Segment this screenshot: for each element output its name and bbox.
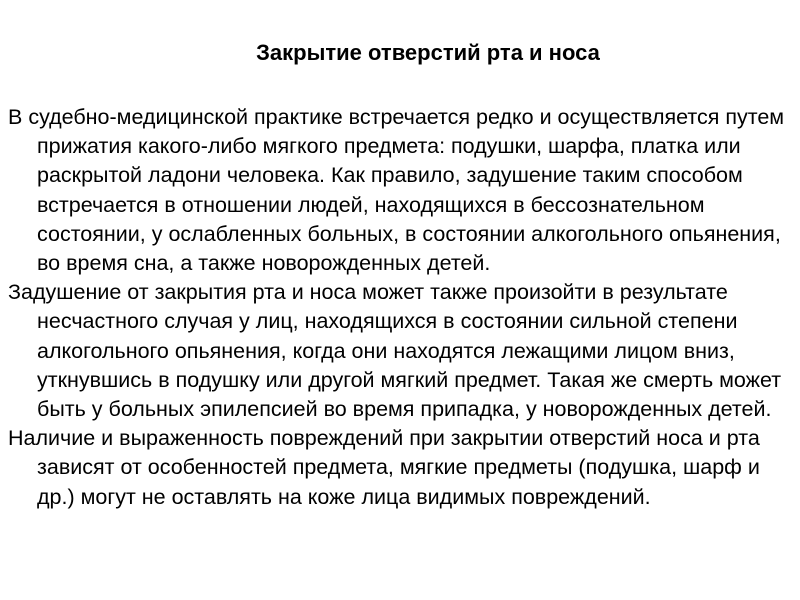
paragraph-2: Задушение от закрытия рта и носа может также произойти в результате несчастного случая у лиц, находящихся в состоянии сильной степени алкогольного опьянения, когда они находятся лежащими лицом вниз, уткнувшись в подушку или другой мягкий предмет. Такая же смерть может быть у больных эпилепсией во время припадка, у новорожденных детей.	[8, 280, 782, 422]
paragraph-1: В судебно-медицинской практике встречается редко и осуществляется путем прижатия какого-либо мягкого предмета: подушки, шарфа, платка или раскрытой ладони человека. Как правило, задушение таким способом встречается в отношении людей, находящихся в бессознательном состоянии, у ослабленных больных, в состоянии алкогольного опьянения, во время сна, а также новорожденных детей.	[8, 105, 785, 276]
slide-title: Закрытие отверстий рта и носа	[256, 40, 600, 65]
paragraph-3: Наличие и выраженность повреждений при закрытии отверстий носа и рта зависят от особенностей предмета, мягкие предметы (подушка, шарф и др.) могут не оставлять на коже лица видимых повреждений.	[8, 426, 760, 509]
slide-body	[8, 103, 793, 512]
